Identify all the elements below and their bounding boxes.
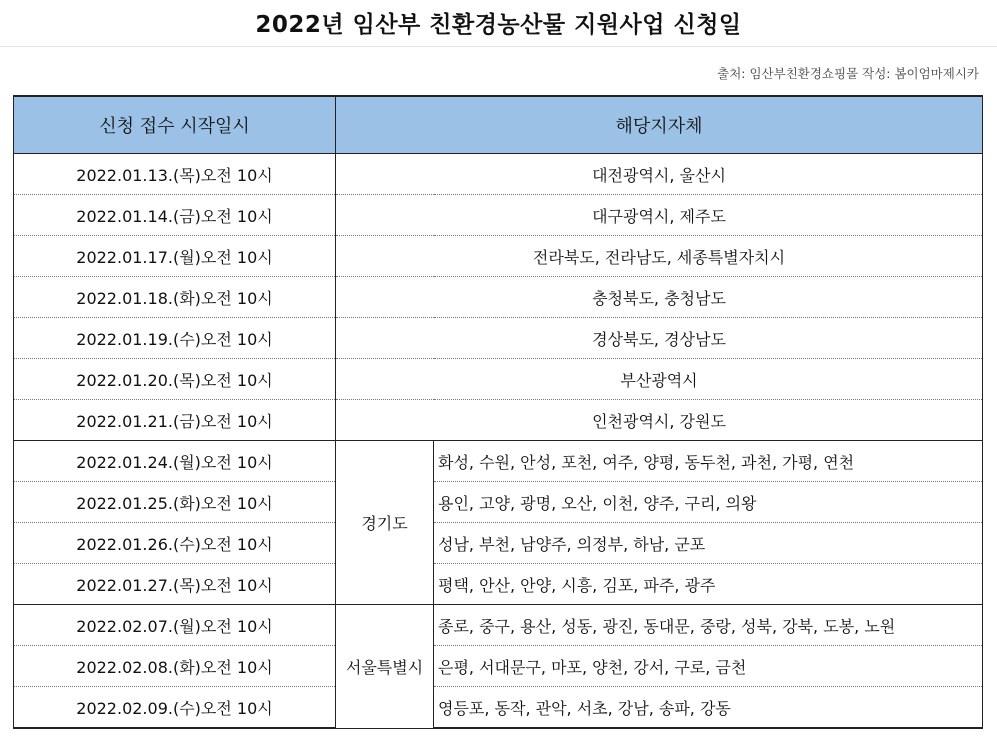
table-row xyxy=(14,605,983,646)
cities-cell: 성남, 부천, 남양주, 의정부, 하남, 군포 xyxy=(434,523,983,564)
region-cell: 충청북도, 충청남도 xyxy=(336,277,983,318)
region-cell: 부산광역시 xyxy=(336,359,983,400)
schedule-table xyxy=(13,95,983,729)
date-cell: 2022.01.20.(목)오전 10시 xyxy=(14,359,336,400)
table-row xyxy=(14,359,983,400)
date-cell: 2022.01.21.(금)오전 10시 xyxy=(14,400,336,441)
date-cell: 2022.01.26.(수)오전 10시 xyxy=(14,523,336,564)
table-row xyxy=(14,400,983,441)
table-row xyxy=(14,564,983,605)
date-cell: 2022.02.08.(화)오전 10시 xyxy=(14,646,336,687)
date-cell: 2022.01.14.(금)오전 10시 xyxy=(14,195,336,236)
table-row xyxy=(14,482,983,523)
date-cell: 2022.01.27.(목)오전 10시 xyxy=(14,564,336,605)
cities-cell: 은평, 서대문구, 마포, 양천, 강서, 구로, 금천 xyxy=(434,646,983,687)
date-cell: 2022.02.07.(월)오전 10시 xyxy=(14,605,336,646)
date-cell: 2022.01.25.(화)오전 10시 xyxy=(14,482,336,523)
sheet-gridline xyxy=(0,46,997,47)
header-start-datetime: 신청 접수 시작일시 xyxy=(14,96,336,154)
header-municipality: 해당지자체 xyxy=(336,96,983,154)
date-cell: 2022.02.09.(수)오전 10시 xyxy=(14,687,336,729)
region-cell: 전라북도, 전라남도, 세종특별자치시 xyxy=(336,236,983,277)
table-row xyxy=(14,687,983,729)
cities-cell: 종로, 중구, 용산, 성동, 광진, 동대문, 중랑, 성북, 강북, 도봉, 노원 xyxy=(434,605,983,646)
table-row xyxy=(14,646,983,687)
date-cell: 2022.01.17.(월)오전 10시 xyxy=(14,236,336,277)
source-note: 출처: 임산부친환경쇼핑몰 작성: 봄이엄마제시카 xyxy=(717,66,979,81)
table-row xyxy=(14,236,983,277)
date-cell: 2022.01.18.(화)오전 10시 xyxy=(14,277,336,318)
table-row xyxy=(14,195,983,236)
cities-cell: 화성, 수원, 안성, 포천, 여주, 양평, 동두천, 과천, 가평, 연천 xyxy=(434,441,983,482)
region-cell: 인천광역시, 강원도 xyxy=(336,400,983,441)
region-cell: 경상북도, 경상남도 xyxy=(336,318,983,359)
table-row xyxy=(14,318,983,359)
date-cell: 2022.01.24.(월)오전 10시 xyxy=(14,441,336,482)
date-cell: 2022.01.19.(수)오전 10시 xyxy=(14,318,336,359)
cities-cell: 영등포, 동작, 관악, 서초, 강남, 송파, 강동 xyxy=(434,687,983,729)
table-row xyxy=(14,154,983,195)
document-title: 2022년 임산부 친환경농산물 지원사업 신청일 xyxy=(255,12,742,38)
cities-cell: 용인, 고양, 광명, 오산, 이천, 양주, 구리, 의왕 xyxy=(434,482,983,523)
region-group-seoul: 서울특별시 xyxy=(336,605,434,729)
cities-cell: 평택, 안산, 안양, 시흥, 김포, 파주, 광주 xyxy=(434,564,983,605)
table-row xyxy=(14,523,983,564)
region-cell: 대구광역시, 제주도 xyxy=(336,195,983,236)
region-cell: 대전광역시, 울산시 xyxy=(336,154,983,195)
date-cell: 2022.01.13.(목)오전 10시 xyxy=(14,154,336,195)
header-row xyxy=(14,96,983,154)
table-row xyxy=(14,441,983,482)
region-group-gyeonggi: 경기도 xyxy=(336,441,434,605)
table-row xyxy=(14,277,983,318)
